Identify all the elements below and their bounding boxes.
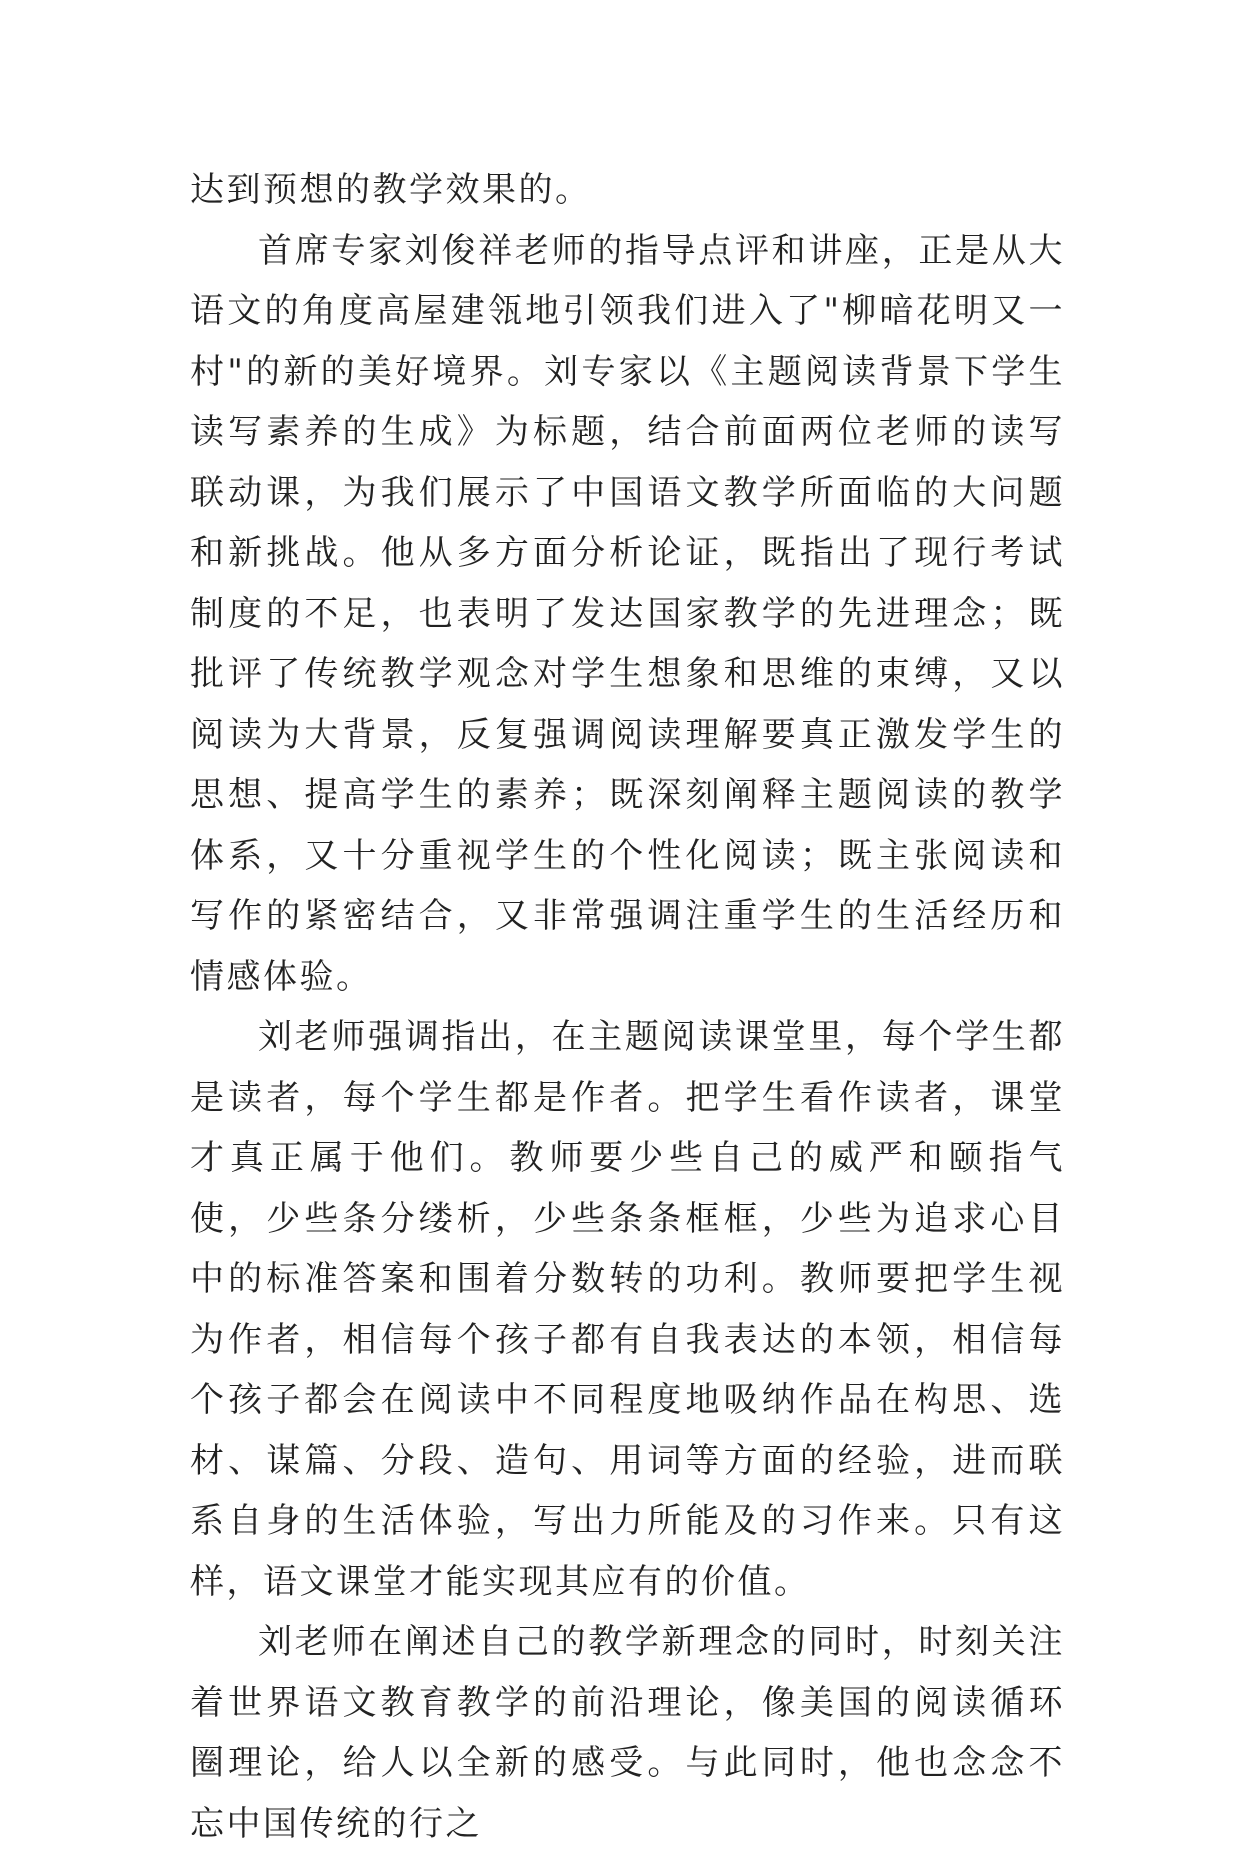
paragraph-3: 刘老师强调指出，在主题阅读课堂里，每个学生都是读者，每个学生都是作者。把学生看作读者，课堂才真正属于他们。教师要少些自己的威严和颐指气使，少些条分缕析，少些条条框框，少些为追求心目中的标准答案和围着分数转的功利。教师要把学生视为作者，相信每个孩子都有自我表达的本领，相信每个孩子都会在阅读中不同程度地吸纳作品在构思、选材、谋篇、分段、造句、用词等方面的经验，进而联系自身的生活体验，写出力所能及的习作来。只有这样，语文课堂才能实现其应有的价值。 (190, 1017, 1065, 1602)
body-text (190, 160, 1065, 1854)
paragraph-2: 首席专家刘俊祥老师的指导点评和讲座，正是从大语文的角度高屋建瓴地引领我们进入了"柳暗花明又一村"的新的美好境界。刘专家以《主题阅读背景下学生读写素养的生成》为标题，结合前面两位老师的读写联动课，为我们展示了中国语文教学所面临的大问题和新挑战。他从多方面分析论证，既指出了现行考试制度的不足，也表明了发达国家教学的先进理念；既批评了传统教学观念对学生想象和思维的束缚，又以阅读为大背景，反复强调阅读理解要真正激发学生的思想、提高学生的素养；既深刻阐释主题阅读的教学体系，又十分重视学生的个性化阅读；既主张阅读和写作的紧密结合，又非常强调注重学生的生活经历和情感体验。 (190, 230, 1065, 997)
paragraph-4: 刘老师在阐述自己的教学新理念的同时，时刻关注着世界语文教育教学的前沿理论，像美国的阅读循环圈理论，给人以全新的感受。与此同时，他也念念不忘中国传统的行之 (190, 1622, 1065, 1844)
paragraph-1: 达到预想的教学效果的。 (190, 170, 592, 210)
